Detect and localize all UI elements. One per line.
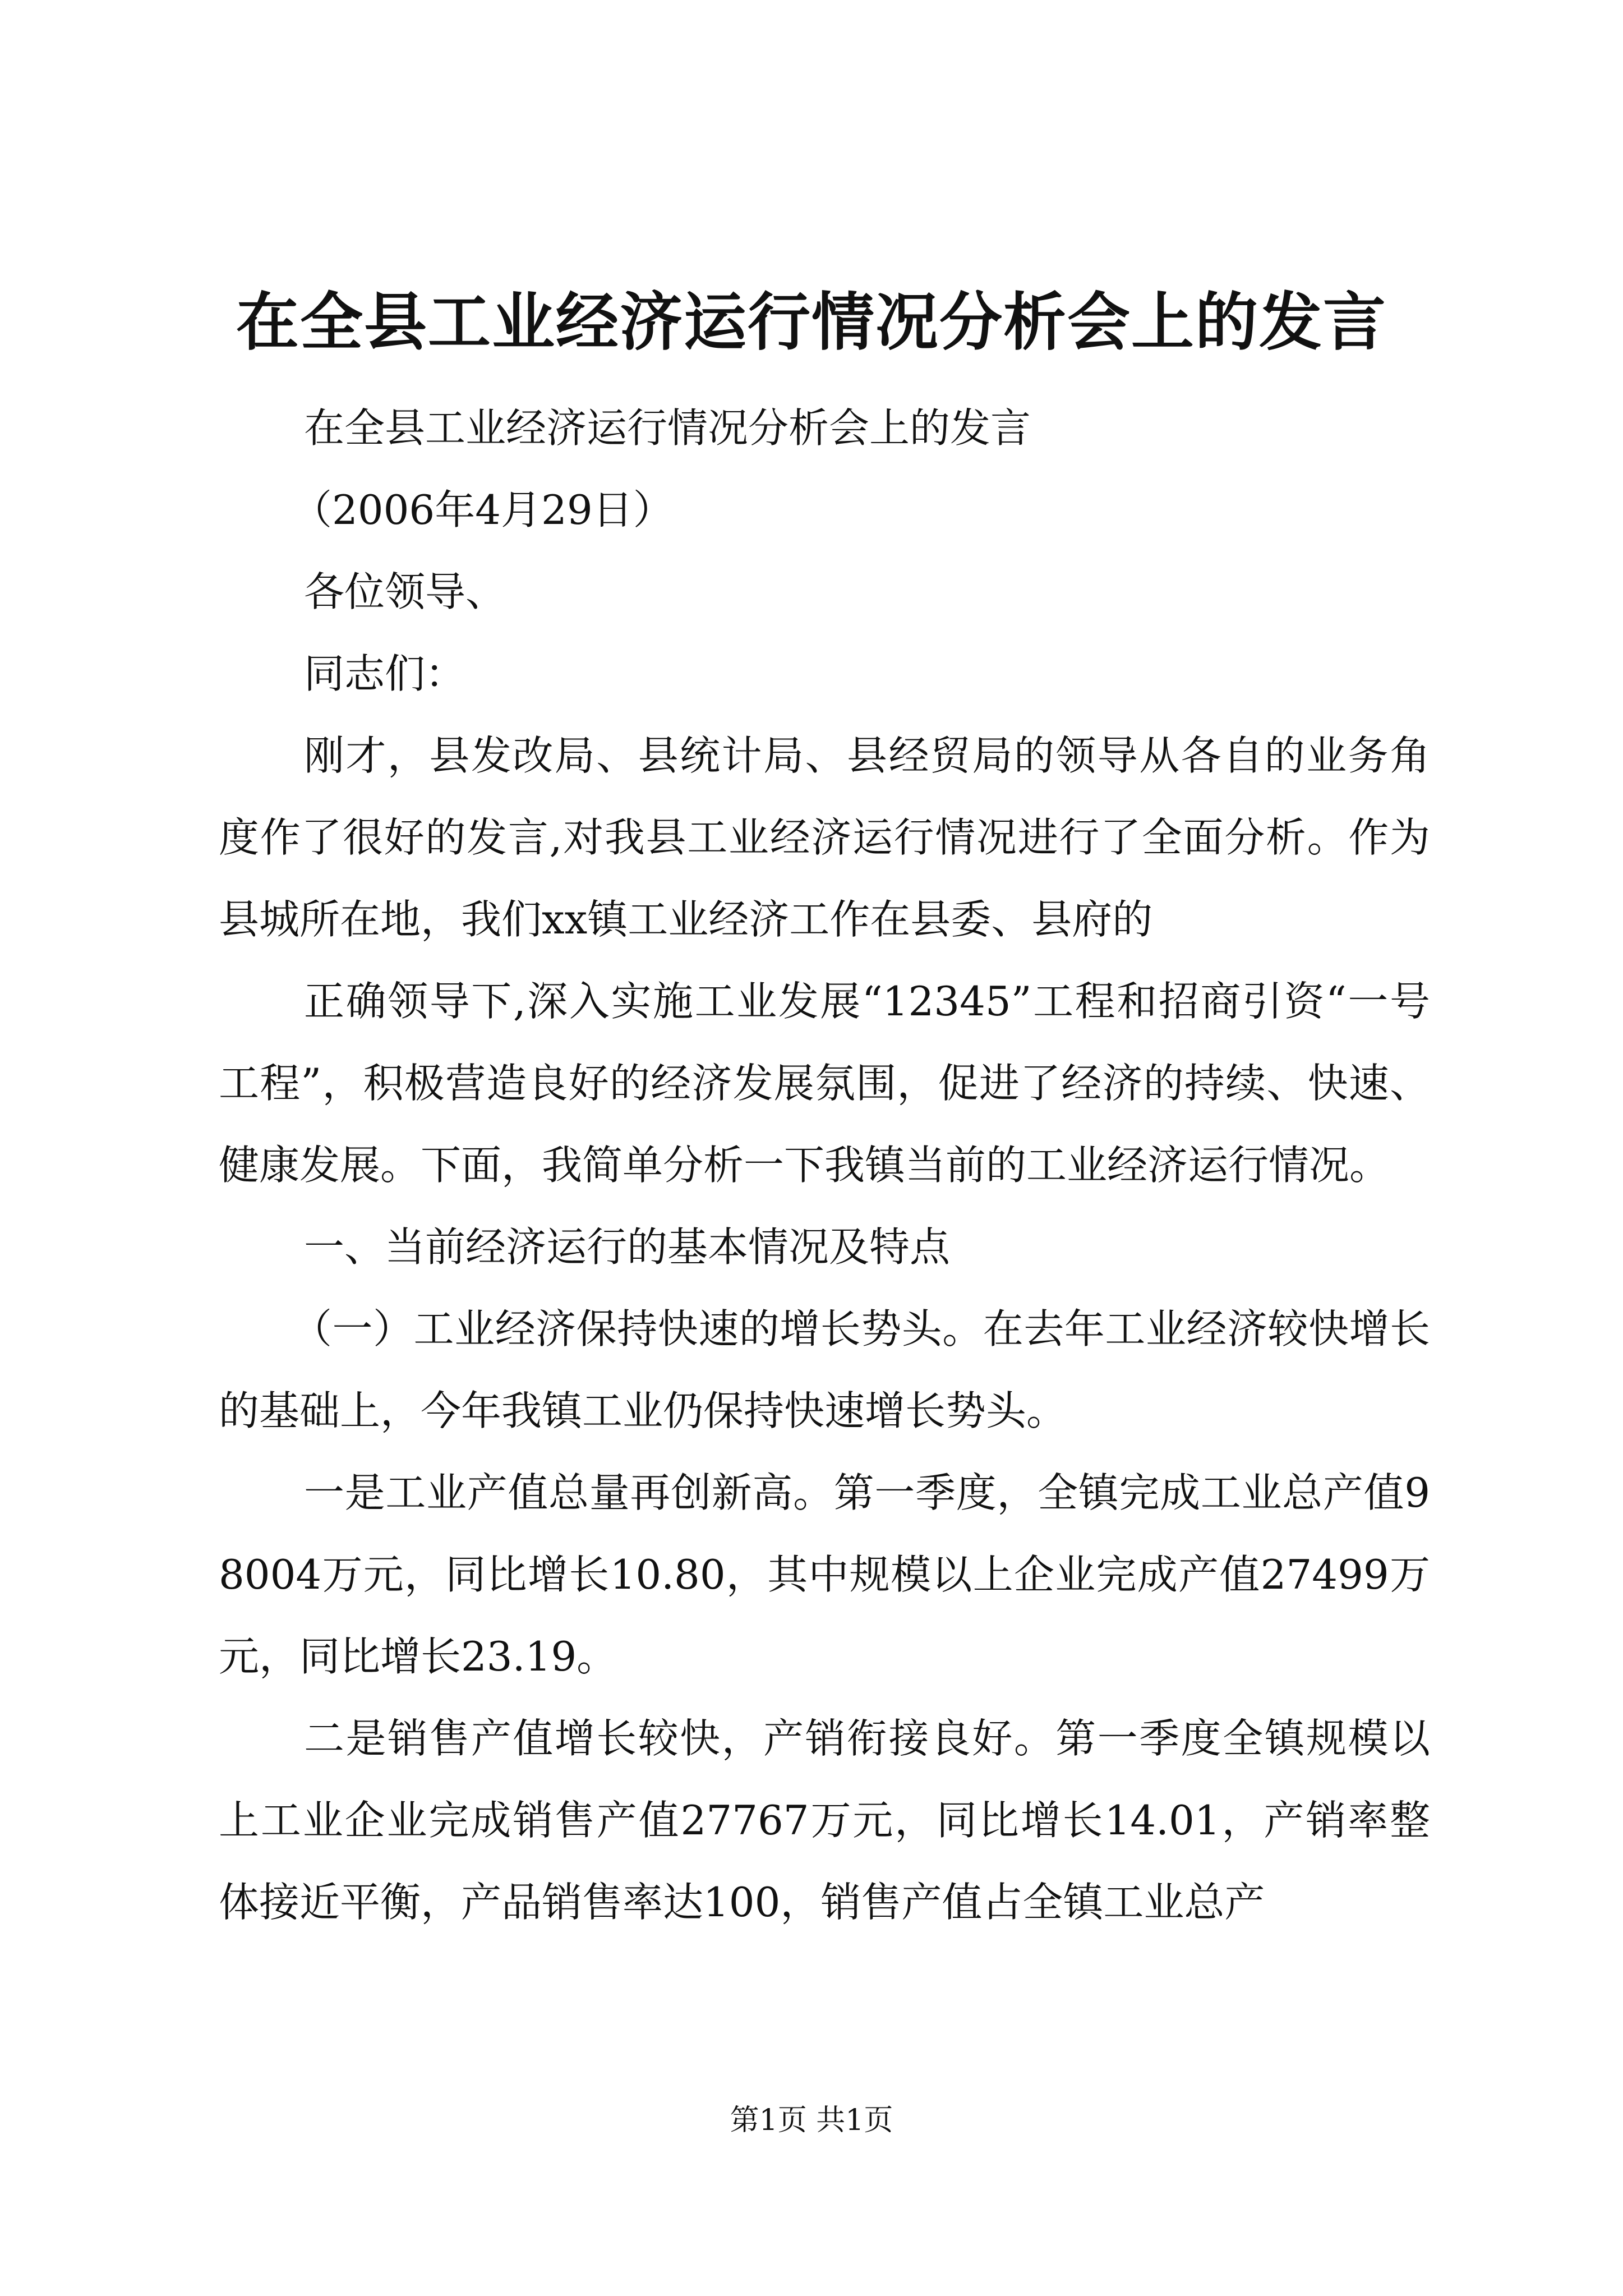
- document-title: 在全县工业经济运行情况分析会上的发言: [236, 286, 1387, 359]
- paragraph-subtitle: 在全县工业经济运行情况分析会上的发言: [304, 404, 1031, 452]
- paragraph-subsection-one: （一）工业经济保持快速的增长势头。在去年工业经济较快增长的基础上，今年我镇工业仍保持快速增长势头。: [219, 1305, 1430, 1434]
- paragraph-section-heading: 一、当前经济运行的基本情况及特点: [304, 1223, 951, 1271]
- page-footer: 第1页 共1页: [730, 2104, 893, 2137]
- paragraph-output-value: 一是工业产值总量再创新高。第一季度，全镇完成工业总产值98004万元，同比增长10.80，其中规模以上企业完成产值27499万元，同比增长23.19。: [219, 1469, 1430, 1680]
- document-body: [219, 387, 1430, 1943]
- paragraph-salutation-leaders: 各位领导、: [304, 568, 506, 615]
- paragraph-salutation-comrades: 同志们：: [304, 650, 466, 697]
- paragraph-date: （2006年4月29日）: [292, 486, 674, 533]
- paragraph-sales-value: 二是销售产值增长较快，产销衔接良好。第一季度全镇规模以上工业企业完成销售产值27767万元，同比增长14.01，产销率整体接近平衡，产品销售率达100，销售产值占全镇工业总产: [219, 1715, 1430, 1926]
- paragraph-leadership: 正确领导下,深入实施工业发展“12345”工程和招商引资“一号工程”，积极营造良好的经济发展氛围，促进了经济的持续、快速、健康发展。下面，我简单分析一下我镇当前的工业经济运行情况。: [219, 978, 1430, 1189]
- paragraph-intro: 刚才，县发改局、县统计局、县经贸局的领导从各自的业务角度作了很好的发言,对我县工业经济运行情况进行了全面分析。作为县城所在地，我们xx镇工业经济工作在县委、县府的: [219, 732, 1430, 943]
